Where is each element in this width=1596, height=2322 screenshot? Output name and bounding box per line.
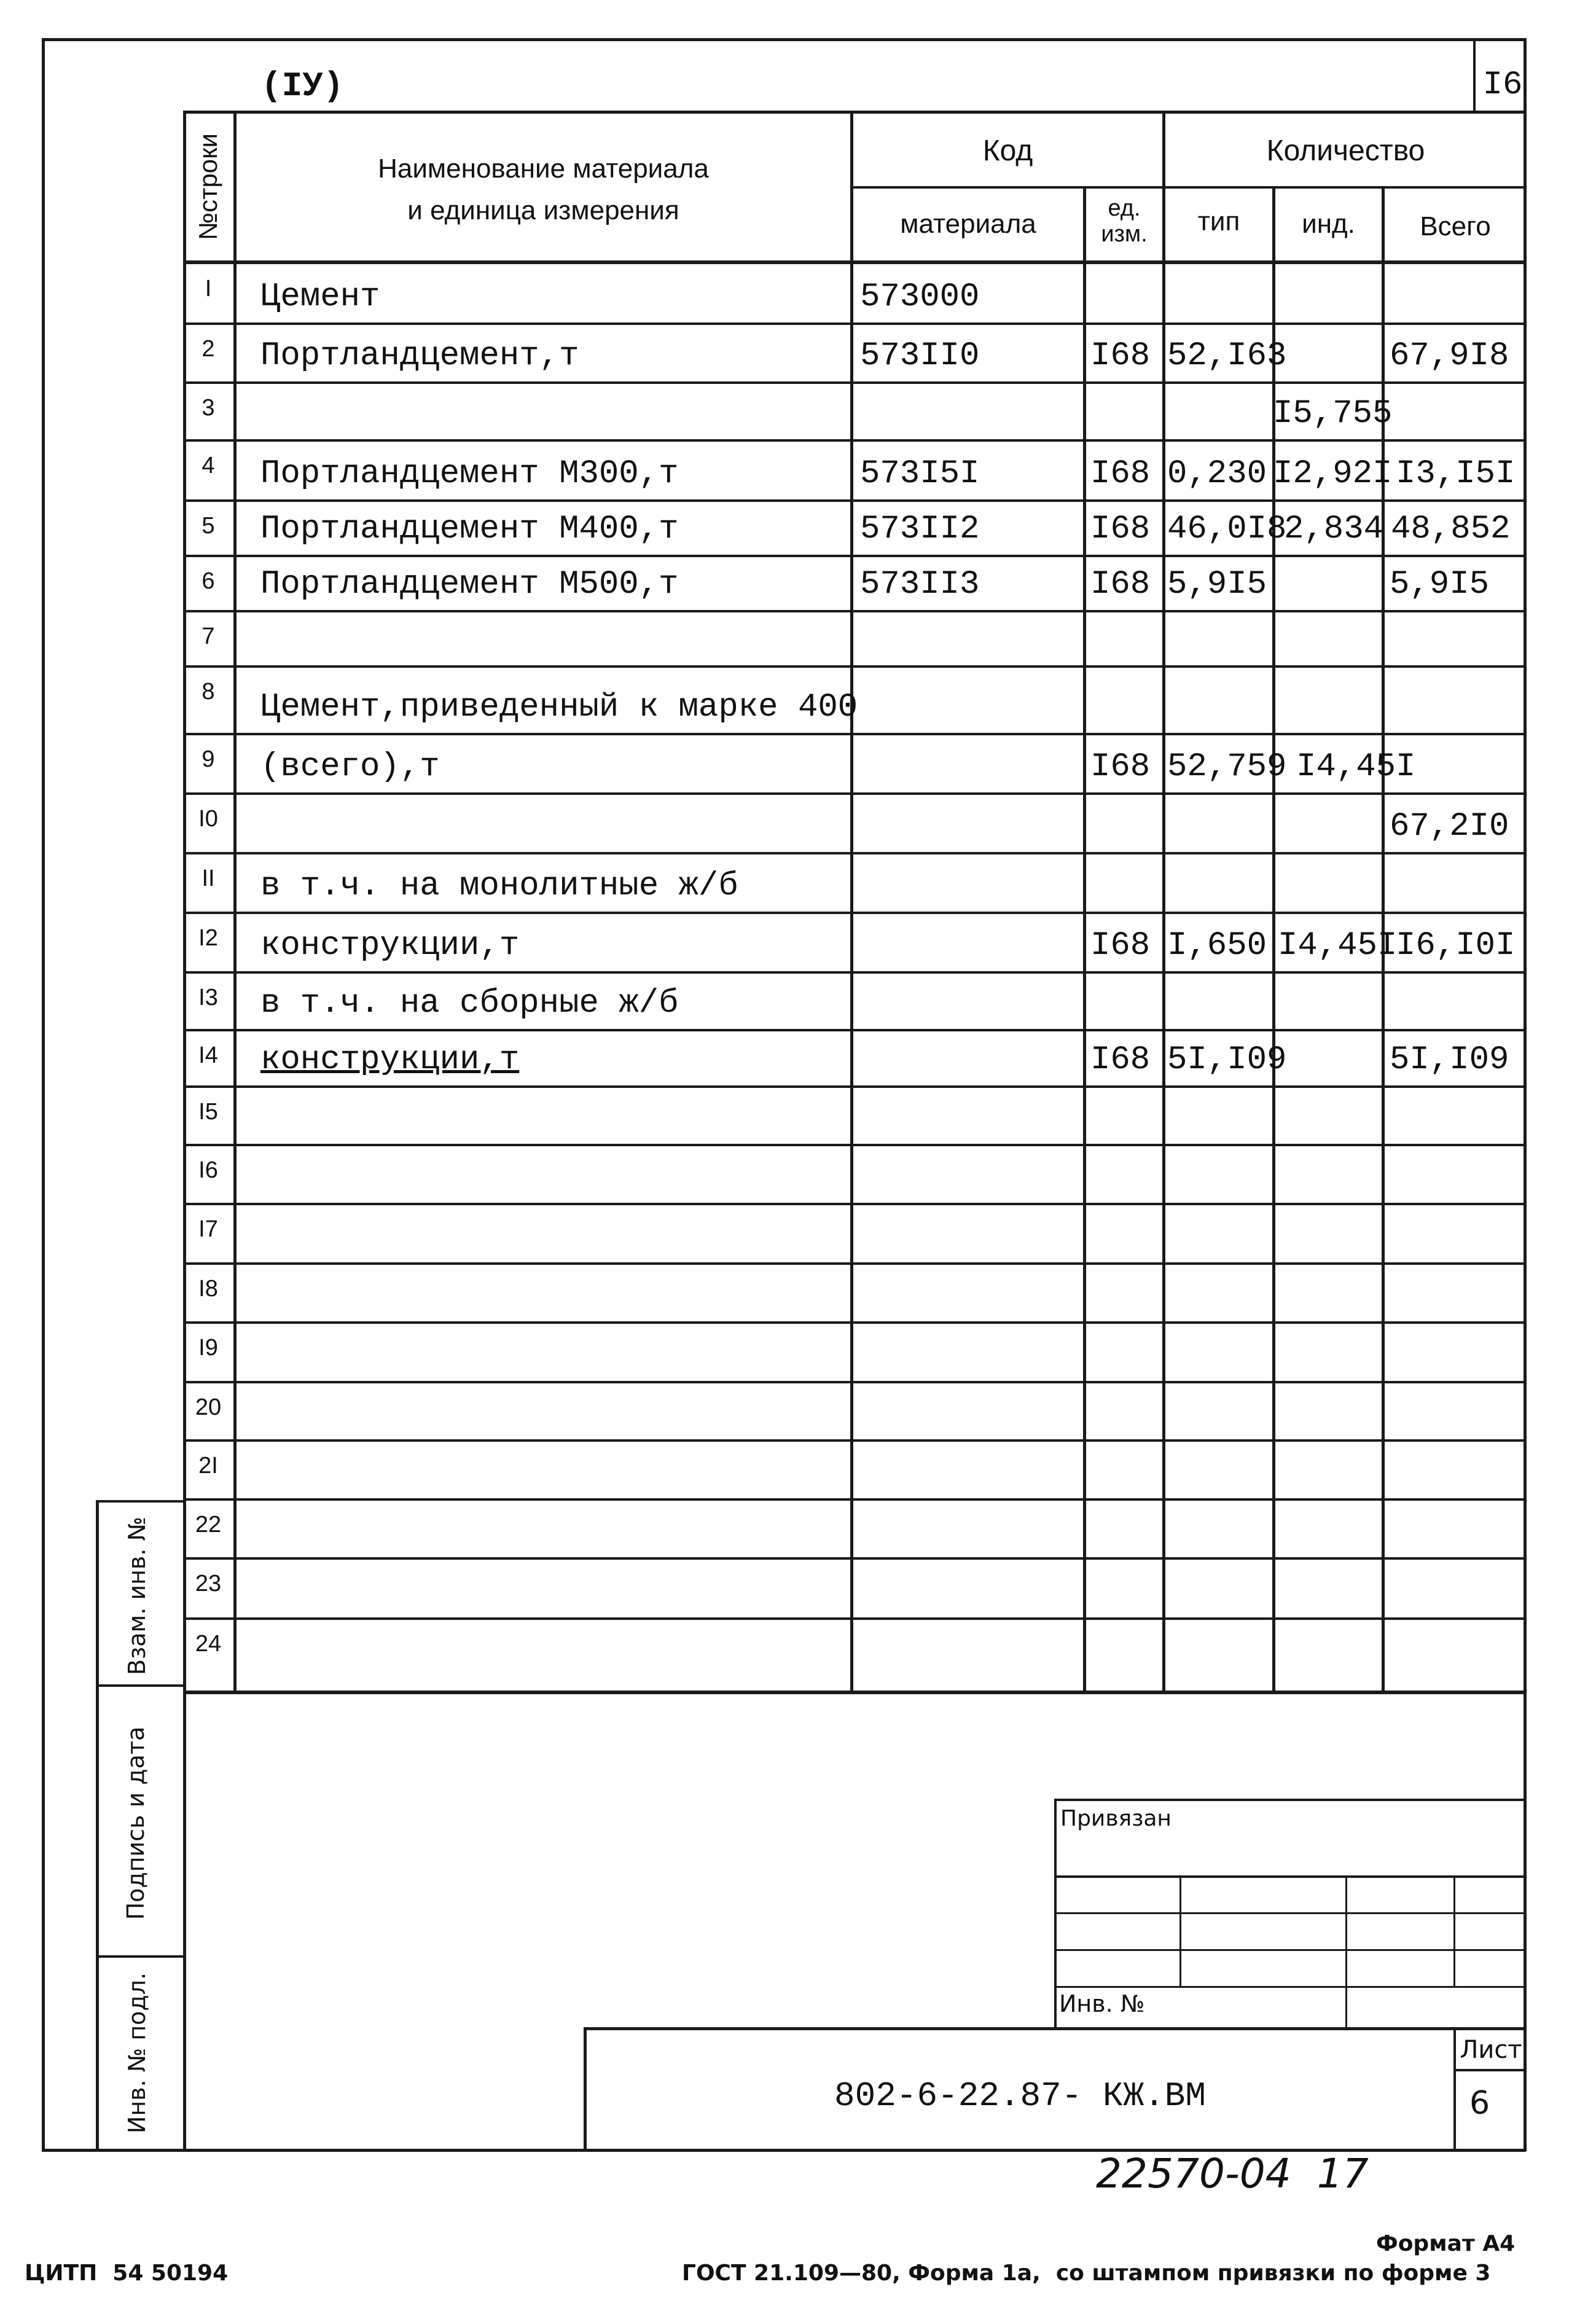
row-number: 24: [195, 1631, 222, 1657]
stamp-list-number: 6: [1469, 2085, 1490, 2122]
row-divider: [183, 1381, 1526, 1383]
side-strip-inner-line: [183, 1500, 186, 2151]
row-number: I3: [198, 985, 218, 1011]
row-divider: [183, 792, 1526, 795]
row-cell-name: в т.ч. на сборные ж/б: [260, 985, 679, 1022]
row-number: I2: [198, 925, 218, 951]
row-divider: [183, 439, 1526, 442]
header-code: Код: [982, 135, 1033, 167]
row-divider: [183, 852, 1526, 854]
row-cell-name: конструкции,т: [260, 1041, 520, 1079]
header-mid: [850, 186, 1526, 189]
row-number: 6: [201, 568, 215, 594]
stamp-privyazan-label: Привязан: [1060, 1806, 1172, 1831]
title-block-list-divider: [1453, 2069, 1526, 2071]
header-code-unit-2: изм.: [1101, 221, 1148, 247]
row-divider: [183, 1203, 1526, 1205]
row-cell-code: 573II0: [860, 337, 980, 375]
row-divider: [183, 1029, 1526, 1031]
row-cell-name: (всего),т: [260, 748, 440, 786]
row-cell-unit: I68: [1090, 748, 1151, 786]
row-number: 9: [201, 746, 215, 772]
stamp-grid-col3: [1453, 1875, 1455, 1986]
row-cell-typ: I,650: [1167, 927, 1267, 964]
handwritten-number: 22570-04 17: [1096, 2150, 1369, 2197]
row-divider: [183, 665, 1526, 668]
stamp-designation: 802-6-22.87- КЖ.ВМ: [834, 2076, 1206, 2116]
row-divider: [183, 1439, 1526, 1442]
row-number: 5: [201, 513, 215, 539]
row-divider: [183, 610, 1526, 612]
row-divider: [183, 733, 1526, 735]
header-row-number: №строки: [194, 133, 222, 240]
row-cell-typ: 52,I63: [1167, 337, 1287, 375]
row-cell-typ: 5,9I5: [1167, 566, 1267, 603]
row-cell-name: конструкции,т: [260, 927, 520, 964]
sheet-corner-label: (IУ): [261, 66, 344, 106]
row-divider: [183, 1085, 1526, 1088]
row-cell-unit: I68: [1090, 566, 1151, 603]
row-cell-total: 5,9I5: [1390, 566, 1490, 603]
col-line-3: [1083, 186, 1086, 1692]
row-divider: [183, 1498, 1526, 1501]
row-cell-ind: 2,834: [1284, 510, 1384, 548]
row-number: I9: [198, 1335, 218, 1361]
row-cell-code: 573II2: [860, 510, 980, 548]
row-cell-total: 48,852: [1391, 510, 1511, 548]
row-cell-total: 67,2I0: [1390, 808, 1509, 845]
col-line-2: [850, 111, 853, 1692]
stamp-inv-label: Инв. №: [1059, 1990, 1145, 2017]
stamp-grid-col2: [1345, 1875, 1347, 2028]
footer-left: ЦИТП 54 50194: [25, 2261, 229, 2286]
row-divider: [183, 381, 1526, 384]
row-number: 2: [201, 336, 215, 362]
row-cell-name: в т.ч. на монолитные ж/б: [260, 867, 738, 905]
row-cell-name: Портландцемент М300,т: [260, 455, 679, 493]
stamp-grid-row4: [1054, 1986, 1526, 1988]
side-strip-top: [96, 1500, 186, 1503]
row-cell-ind: I4,45I: [1278, 927, 1398, 964]
row-number: II: [201, 866, 215, 891]
row-cell-name: Портландцемент М500,т: [260, 566, 679, 603]
row-divider: [183, 971, 1526, 974]
outer-frame-left: [42, 38, 45, 2151]
row-number: 2I: [198, 1453, 218, 1479]
row-cell-unit: I68: [1090, 927, 1151, 964]
outer-frame-right: [1524, 38, 1527, 2151]
row-cell-code: 573II3: [860, 566, 980, 603]
side-strip-left: [96, 1500, 99, 2151]
side-label-vzam: Взам. инв. №: [123, 1517, 151, 1676]
stamp-grid-col1: [1179, 1875, 1181, 1986]
col-line-1: [233, 111, 237, 1692]
row-cell-total: 67,9I8: [1390, 337, 1509, 375]
row-cell-name: Портландцемент М400,т: [260, 510, 679, 548]
title-block-top: [584, 2027, 1526, 2030]
row-cell-name: Портландцемент,т: [260, 337, 579, 375]
row-divider: [183, 1617, 1526, 1620]
row-cell-name: Цемент: [260, 278, 380, 316]
col-line-4: [1162, 111, 1165, 1692]
header-qty-type: тип: [1197, 206, 1240, 237]
row-divider: [183, 1144, 1526, 1146]
header-bottom: [183, 260, 1526, 264]
row-cell-ind: I2,92I: [1273, 455, 1393, 493]
row-cell-typ: 0,230: [1167, 455, 1267, 493]
row-number: I: [205, 276, 212, 302]
row-cell-ind: I4,45I: [1296, 748, 1416, 786]
row-number: I8: [198, 1276, 218, 1302]
header-qty-ind: инд.: [1302, 209, 1355, 239]
row-divider: [183, 499, 1526, 502]
row-cell-typ: 52,759: [1167, 748, 1287, 786]
row-number: 7: [201, 624, 215, 649]
side-strip-divider-col: [96, 1955, 186, 1958]
row-cell-typ: 5I,I09: [1167, 1041, 1287, 1079]
row-cell-unit: I68: [1090, 510, 1151, 548]
table-bottom: [183, 1691, 1526, 1694]
row-number: I7: [198, 1216, 218, 1242]
row-cell-code: 573000: [860, 278, 980, 316]
row-divider: [183, 1262, 1526, 1265]
row-number: 4: [201, 453, 215, 479]
header-material-name-2: и единица измерения: [407, 195, 679, 225]
row-cell-code: 573I5I: [860, 455, 980, 493]
header-code-unit-1: ед.: [1108, 195, 1141, 221]
side-label-inv: Инв. № подл.: [123, 1972, 151, 2134]
row-number: 22: [195, 1512, 222, 1538]
footer-format: Формат А4: [1376, 2231, 1516, 2256]
outer-frame-top: [42, 38, 1526, 41]
side-label-podpis: Подпись и дата: [122, 1726, 149, 1920]
row-number: I5: [198, 1099, 218, 1125]
row-number: I6: [198, 1157, 218, 1183]
row-divider: [183, 1557, 1526, 1560]
row-divider: [183, 912, 1526, 914]
row-number: 23: [195, 1571, 222, 1597]
row-cell-ind: I5,755: [1273, 395, 1393, 432]
row-cell-total: 5I,I09: [1390, 1041, 1509, 1079]
row-cell-unit: I68: [1090, 337, 1151, 375]
row-divider: [183, 555, 1526, 557]
row-cell-name: Цемент,приведенный к марке 400: [260, 689, 858, 726]
header-qty-total: Всего: [1420, 211, 1491, 241]
header-material-name-1: Наименование материала: [378, 154, 709, 184]
row-number: I4: [198, 1042, 218, 1068]
table-top: [183, 111, 1526, 114]
footer-right: ГОСТ 21.109—80, Форма 1а, со штампом привязки по форме 3: [682, 2261, 1491, 2286]
row-number: 20: [195, 1394, 222, 1420]
header-code-material: материала: [900, 209, 1036, 239]
row-cell-typ: 46,0I8: [1167, 510, 1287, 548]
row-number: 8: [201, 679, 215, 705]
row-cell-total: I6,I0I: [1396, 927, 1516, 964]
row-cell-total: I3,I5I: [1396, 455, 1516, 493]
row-number: I0: [198, 806, 218, 832]
row-divider: [183, 322, 1526, 325]
row-cell-unit: I68: [1090, 1041, 1151, 1079]
row-cell-unit: I68: [1090, 455, 1151, 493]
sheet-number: I6: [1482, 66, 1523, 104]
row-number: 3: [201, 395, 215, 421]
stamp-list-label: Лист: [1460, 2036, 1522, 2064]
sheet-number-box-left: [1473, 38, 1476, 111]
stamp-privyazan-top: [1054, 1799, 1526, 1801]
row-divider: [183, 1321, 1526, 1324]
header-quantity: Количество: [1266, 135, 1425, 167]
